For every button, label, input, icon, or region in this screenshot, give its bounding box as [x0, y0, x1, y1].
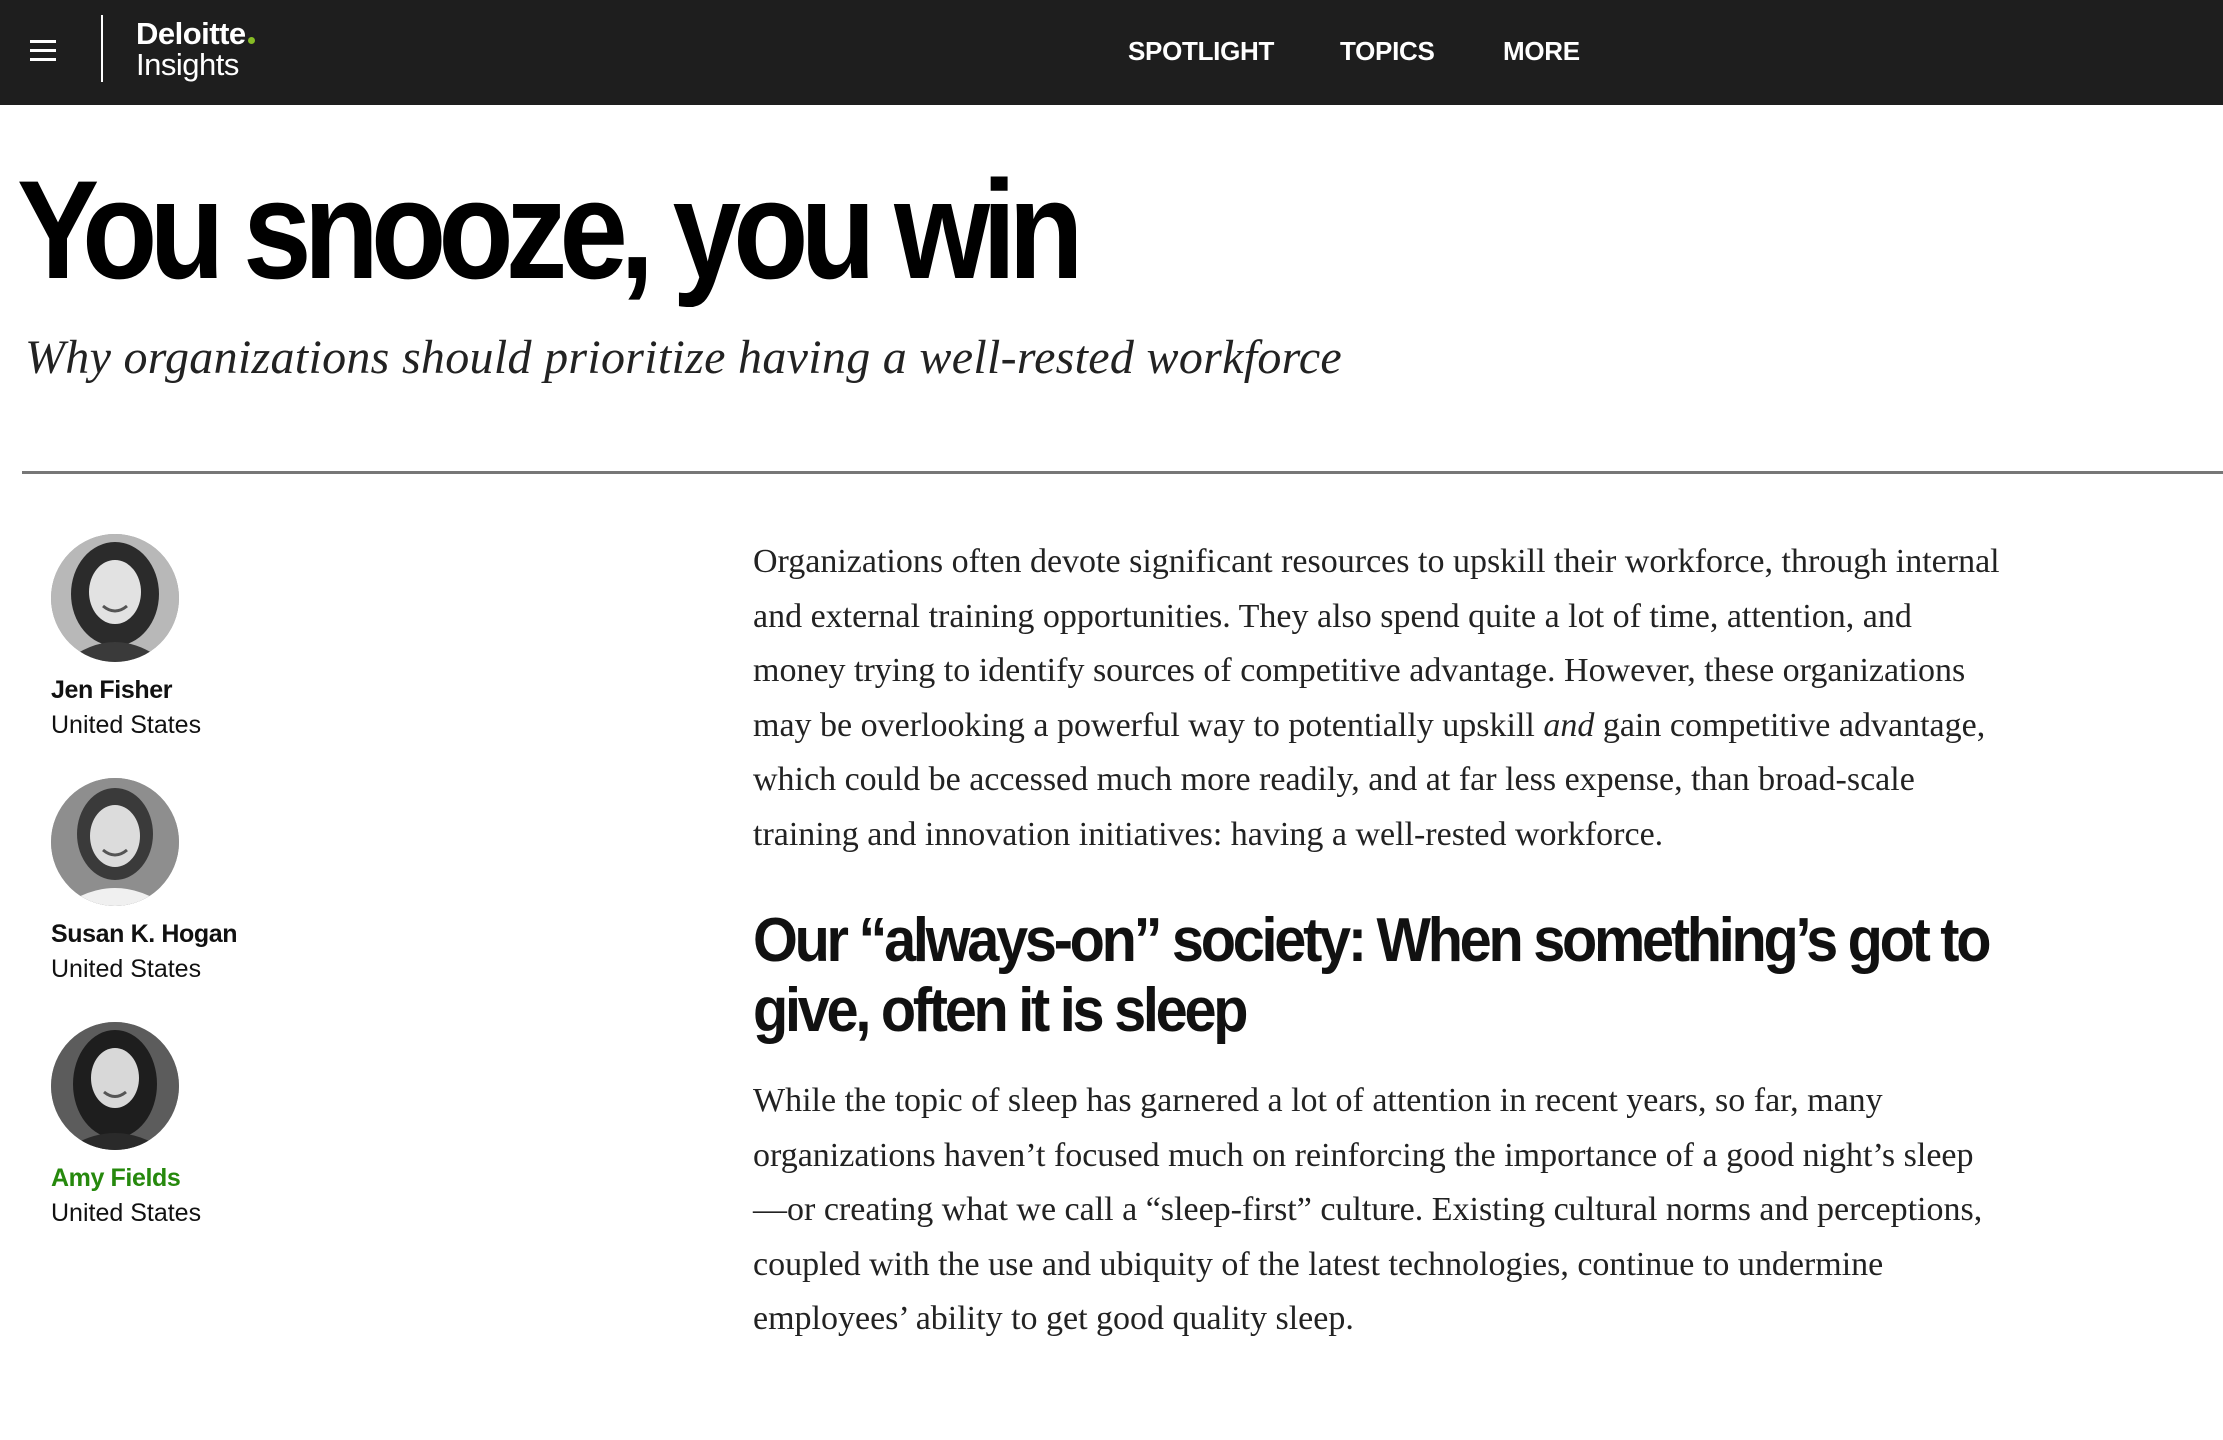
author-country: United States [51, 1199, 202, 1227]
article-paragraph: Organizations often devote significant resources to upskill their workforce, through internal and external training opportunities. They also spend quite a lot of time, attention, and money trying to identify sources of competitive advantage. However, these organizations may be overlooking a powerful way to potentially upskill and gain competitive advantage, which could be accessed much more readily, and at far less expense, than broad-scale training and innovation initiatives: having a well-rested workforce. [753, 543, 2000, 853]
article-title: You snooze, you win [17, 151, 1076, 308]
author-name[interactable]: Jen Fisher [51, 676, 173, 704]
article-paragraph: While the topic of sleep has garnered a lot of attention in recent years, so far, many organizations haven’t focused much on reinforcing the importance of a good night’s sleep—or creating what we call a “sleep-first” culture. Existing cultural norms and perceptions, coupled with the use and ubiquity of the latest technologies, continue to undermine employees’ ability to get good quality sleep. [753, 1082, 1983, 1337]
article-subtitle: Why organizations should prioritize having a well-rested workforce [25, 331, 1343, 384]
author-avatar[interactable] [51, 534, 179, 662]
author-card [51, 1022, 351, 1228]
nav-divider [101, 15, 103, 82]
brand-sub: Insights [136, 47, 239, 82]
article-body [753, 535, 2003, 1347]
author-name[interactable]: Susan K. Hogan [51, 920, 238, 948]
hamburger-menu-icon[interactable] [30, 40, 56, 62]
author-card [51, 778, 351, 984]
author-avatar[interactable] [51, 778, 179, 906]
brand-name: Deloitte [136, 18, 255, 49]
author-country: United States [51, 955, 202, 983]
author-name[interactable]: Amy Fields [51, 1164, 181, 1192]
nav-link-more[interactable]: MORE [1503, 36, 1580, 66]
author-avatar[interactable] [51, 1022, 179, 1150]
brand-dot-icon [248, 37, 255, 44]
header-divider [22, 471, 2223, 474]
section-heading: Our “always-on” society: When something’s got to give, often it is sleep [753, 906, 1989, 1045]
nav-link-topics[interactable]: TOPICS [1340, 36, 1435, 66]
author-card [51, 534, 351, 740]
top-navigation-bar [0, 0, 2223, 105]
deloitte-insights-logo[interactable] [136, 18, 255, 80]
nav-link-spotlight[interactable]: SPOTLIGHT [1128, 36, 1275, 66]
author-country: United States [51, 711, 202, 739]
